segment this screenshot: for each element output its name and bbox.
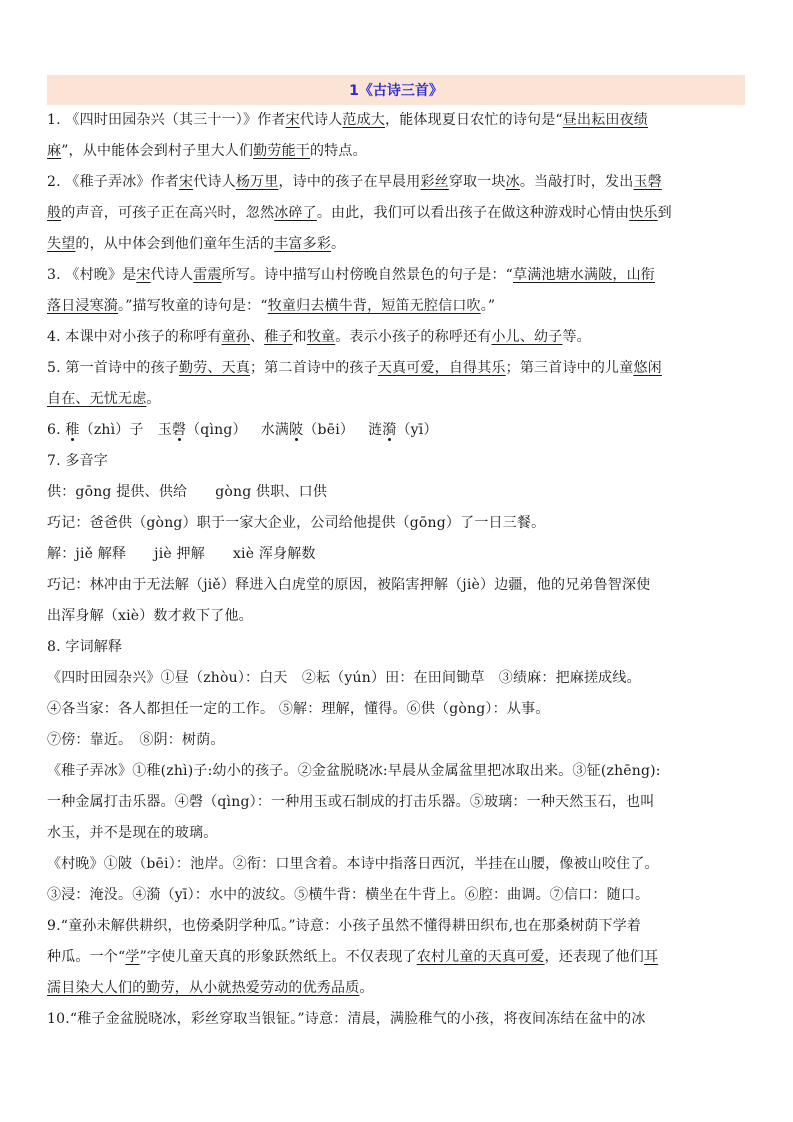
- text: 玉: [157, 422, 172, 438]
- text: ，能体现夏日农忙的诗句是“: [385, 112, 563, 128]
- item-5-line-1: [47, 353, 745, 384]
- answer: 小儿、幼子: [491, 329, 563, 345]
- text: ，诗中的孩子在早晨用: [278, 174, 421, 190]
- text: ；第三首诗中的儿童: [505, 360, 634, 376]
- answer: 自在、无忧无虑: [47, 391, 147, 407]
- answer: 耳: [643, 949, 659, 965]
- text: 代诗人: [193, 174, 236, 190]
- text: 代诗人: [150, 267, 194, 283]
- text: 6.: [47, 422, 66, 438]
- text: gòng 供职、口供: [215, 484, 328, 500]
- item-8-p1-line-2: ④各当家：各人都担任一定的工作。 ⑤解：理解，懂得。⑥供（gòng）：从事。: [47, 701, 550, 717]
- item-2-line-1: [47, 167, 745, 198]
- pinyin: （zhì）子: [79, 422, 144, 438]
- text: 、: [250, 329, 265, 345]
- item-8-p1-line-1: 《四时田园杂兴》①昼（zhòu）：白天 ②耘（yún）田：在田间锄草 ③绩麻：把麻搓成线。: [47, 670, 641, 686]
- answer: 勤劳能干: [253, 143, 310, 159]
- item-6-line-1: [47, 415, 745, 446]
- answer: 麻: [47, 143, 62, 159]
- answer: 农村儿童的天真可爱: [416, 949, 545, 965]
- item-8-p2-line-3: 水玉，并不是现在的玻璃。: [47, 825, 218, 841]
- pinyin: （qìng）: [186, 422, 247, 438]
- text: 解：: [47, 546, 76, 562]
- item-8-p2-line-2: 一种金属打击乐器。④磬（qìng）：一种用玉或石制成的打击乐器。⑤玻璃：一种天然玉石，也叫: [47, 794, 655, 810]
- answer: 天真可爱，自得其乐: [377, 360, 506, 376]
- answer: 彩丝: [420, 174, 449, 190]
- text: 。: [146, 391, 161, 407]
- emphasis-char: 稚: [65, 422, 80, 438]
- text: 。由此，我们可以看出孩子在做这种游戏时心情由: [316, 205, 630, 221]
- item-7-jie-tip-2: 出浑身解（xiè）数才救下了他。: [47, 608, 253, 624]
- item-8-p1-line-3: ⑦傍：靠近。 ⑧阴：树荫。: [47, 732, 225, 748]
- item-7-gong-tip: 巧记：爸爸供（gòng）职于一家大企业，公司给他提供（gōng）了一日三餐。: [47, 515, 546, 531]
- item-7-gong: [47, 477, 745, 508]
- answer: 牧童: [306, 329, 336, 345]
- text: 和: [292, 329, 307, 345]
- text: jiè 押解: [154, 546, 205, 562]
- text: 4. 本课中对小孩子的称呼有: [47, 329, 222, 345]
- answer: 冰: [505, 174, 520, 190]
- item-7-jie-tip-1: 巧记：林冲由于无法解（jiě）释进入白虎堂的原因，被陷害押解（jiè）边疆，他的兄弟鲁智深使: [47, 577, 651, 593]
- answer: 草满池塘水满陂，山衔: [513, 267, 655, 283]
- answer: 童孙: [221, 329, 251, 345]
- text: 。”: [480, 298, 496, 314]
- item-10-line-1: 10.“稚子金盆脱晓冰，彩丝穿取当银钲。”诗意：清晨，满脸稚气的小孩，将夜间冻结在盆中的冰: [47, 1011, 646, 1027]
- answer: 学: [125, 949, 140, 965]
- text: 代诗人: [299, 112, 343, 128]
- answer: 昼出耘田夜绩: [562, 112, 648, 128]
- text: 。当敲打时，发出: [519, 174, 634, 190]
- text: 供：: [47, 484, 76, 500]
- emphasis-char: 漪: [382, 422, 397, 438]
- pinyin: （yī）: [396, 422, 438, 438]
- answer: 宋: [136, 267, 151, 283]
- answer: 勤劳、天真: [179, 360, 251, 376]
- answer: 般: [47, 205, 62, 221]
- text: 种瓜。一个“: [47, 949, 126, 965]
- answer: 冰碎了: [274, 205, 317, 221]
- text: gōng 提供、供给: [75, 484, 188, 500]
- item-8-p3-line-2: ③浸：淹没。④漪（yī）：水中的波纹。⑤横牛背：横坐在牛背上。⑥腔：曲调。⑦信口：随口。: [47, 887, 650, 903]
- item-2-line-3: [47, 229, 745, 260]
- text: 。: [359, 980, 374, 996]
- section-header-band: [47, 75, 745, 105]
- emphasis-char: 磬: [171, 422, 187, 438]
- item-9-line-2: [47, 942, 745, 973]
- text: 到: [657, 205, 672, 221]
- item-3-line-1: [47, 260, 745, 291]
- text: 涟: [368, 422, 383, 438]
- text: ”，从中能体会到村子里大人们: [61, 143, 254, 159]
- text: 的特点。: [309, 143, 367, 159]
- answer: 范成大: [342, 112, 386, 128]
- item-7-title: 7. 多音字: [47, 453, 109, 469]
- text: ；第二首诗中的孩子: [250, 360, 378, 376]
- answer: 牧童归去横牛背，短笛无腔信口吹: [267, 298, 481, 314]
- answer: 失望: [47, 236, 76, 252]
- text: 5. 第一首诗中的孩子: [47, 360, 180, 376]
- emphasis-char: 陂: [289, 422, 304, 438]
- answer: 快乐: [629, 205, 658, 221]
- item-7-jie: [47, 539, 745, 570]
- text: 。表示小孩子的称呼还有: [335, 329, 492, 345]
- text: ”字使儿童天真的形象跃然纸上。不仅表现了: [139, 949, 417, 965]
- text: 。”描写牧童的诗句是：“: [118, 298, 268, 314]
- pinyin: （bēi）: [303, 422, 355, 438]
- text: 穿取一块: [448, 174, 506, 190]
- item-9-line-3: [47, 973, 745, 1004]
- answer: 稚子: [264, 329, 293, 345]
- answer: 宋: [179, 174, 194, 190]
- item-9-line-1: 9.“童孙未解供耕织，也傍桑阴学种瓜。”诗意：小孩子虽然不懂得耕田织布,也在那桑树荫下学着: [47, 918, 642, 934]
- item-2-line-2: [47, 198, 745, 229]
- item-4-line-1: [47, 322, 745, 353]
- item-1-line-2: [47, 136, 745, 167]
- answer: 雷震: [193, 267, 222, 283]
- text: 的，从中体会到他们童年生活的: [75, 236, 275, 252]
- answer: 杨万里: [235, 174, 279, 190]
- text: jiě 解释: [75, 546, 127, 562]
- item-8-p3-line-1: 《村晚》①陂（bēi）：池岸。②衔：口里含着。本诗中指落日西沉，半挂在山腰，像被山咬住了。: [47, 856, 659, 872]
- item-3-line-2: [47, 291, 745, 322]
- text: xiè 浑身解数: [232, 546, 316, 562]
- answer: 玉磬: [633, 174, 662, 190]
- text: 水满: [260, 422, 290, 438]
- text: ，还表现了他们: [544, 949, 644, 965]
- text: 3. 《村晚》是: [47, 267, 137, 283]
- item-5-line-2: [47, 384, 745, 415]
- answer: 悠闲: [633, 360, 662, 376]
- text: 2. 《稚子弄冰》作者: [47, 174, 180, 190]
- text: 。: [331, 236, 346, 252]
- text: 等。: [562, 329, 591, 345]
- item-1-line-1: [47, 105, 745, 136]
- text: 1. 《四时田园杂兴（其三十一）》作者: [47, 112, 286, 128]
- document-page: [47, 75, 745, 1035]
- text: 的声音，可孩子正在高兴时，忽然: [61, 205, 275, 221]
- answer: 落日浸寒漪: [47, 298, 118, 314]
- text: 所写。诗中描写山村傍晚自然景色的句子是：“: [221, 267, 513, 283]
- section-title: 1《古诗三首》: [349, 83, 443, 99]
- answer: 濡目染大人们的勤劳，从小就热爱劳动的优秀品质: [47, 980, 360, 996]
- item-8-title: 8. 字词解释: [47, 639, 123, 655]
- item-8-p2-line-1: 《稚子弄冰》①稚(zhì)子:幼小的孩子。②金盆脱晓冰:早晨从金属盆里把冰取出来。③钲(zhēng):: [47, 763, 661, 779]
- answer: 宋: [285, 112, 300, 128]
- answer: 丰富多彩: [274, 236, 332, 252]
